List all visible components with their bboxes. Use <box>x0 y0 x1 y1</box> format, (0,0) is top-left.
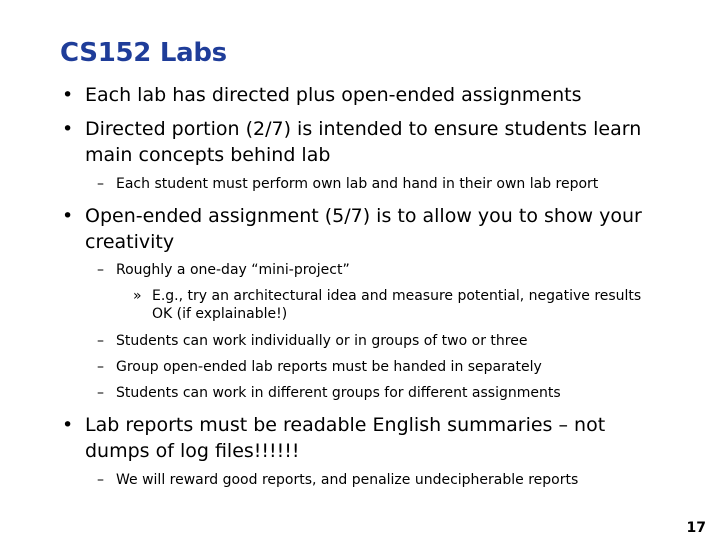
sub-bullet-text: Students can work individually or in groups of two or three <box>116 333 528 349</box>
sub-bullet-marker: – <box>97 262 104 278</box>
bullet-marker: • <box>62 84 74 106</box>
slide-title: CS152 Labs <box>60 38 227 68</box>
sub-bullet-text: Students can work in different groups for different assignments <box>116 385 561 401</box>
sub-sub-bullet-text-line1: E.g., try an architectural idea and measure potential, negative results <box>152 288 642 304</box>
bullet-text-line1: Lab reports must be readable English summaries – not <box>85 414 606 436</box>
sub-bullet-text: We will reward good reports, and penalize undecipherable reports <box>116 472 579 488</box>
sub-sub-bullet-text-line2: OK (if explainable!) <box>152 306 288 322</box>
sub-bullet-marker: – <box>97 385 104 401</box>
bullet-marker: • <box>62 414 74 436</box>
bullet-marker: • <box>62 118 74 140</box>
sub-sub-bullet-marker: » <box>133 288 142 304</box>
bullet-text-line1: Open-ended assignment (5/7) is to allow you to show your <box>85 205 642 227</box>
bullet-marker: • <box>62 205 74 227</box>
bullet-text: Each lab has directed plus open-ended assignments <box>85 84 582 106</box>
sub-bullet-text: Group open-ended lab reports must be handed in separately <box>116 359 542 375</box>
page-number: 17 <box>686 520 706 536</box>
sub-bullet-text: Each student must perform own lab and hand in their own lab report <box>116 176 599 192</box>
bullet-text-line2: dumps of log files!!!!!! <box>85 440 300 462</box>
sub-bullet-text: Roughly a one-day “mini-project” <box>116 262 350 278</box>
bullet-text-line2: creativity <box>85 231 175 253</box>
bullet-text-line1: Directed portion (2/7) is intended to ensure students learn <box>85 118 642 140</box>
sub-bullet-marker: – <box>97 472 104 488</box>
sub-bullet-marker: – <box>97 176 104 192</box>
sub-bullet-marker: – <box>97 333 104 349</box>
bullet-text-line2: main concepts behind lab <box>85 144 331 166</box>
sub-bullet-marker: – <box>97 359 104 375</box>
